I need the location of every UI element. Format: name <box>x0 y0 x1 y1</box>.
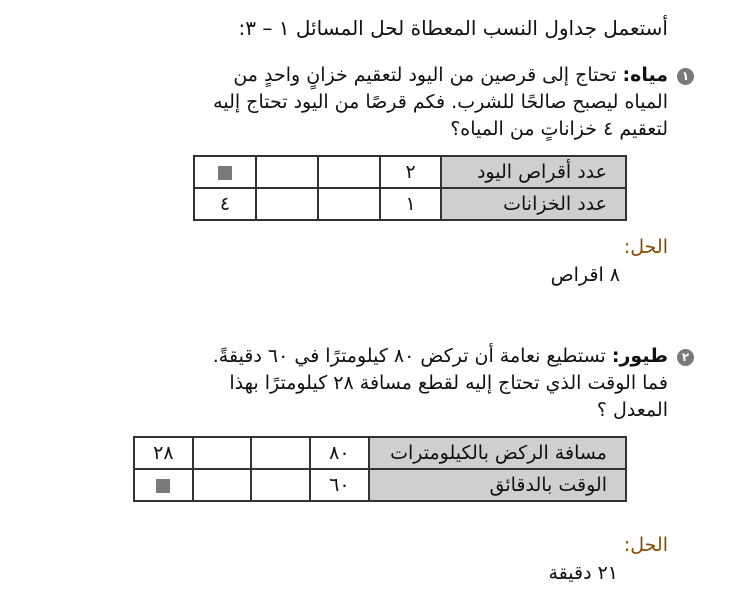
table-cell <box>193 469 252 501</box>
table-cell <box>318 188 380 220</box>
problem-2 <box>108 343 690 424</box>
unknown-cell <box>194 156 256 188</box>
problem-text: تستطيع نعامة أن تركض ٨٠ كيلومترًا في ٦٠ دقيقةً. <box>212 345 606 367</box>
row-header: الوقت بالدقائق <box>369 469 626 501</box>
table-cell: ٢ <box>380 156 442 188</box>
solution-label: الحل: <box>623 236 668 258</box>
solution-answer: ٢١ دقيقة <box>548 562 618 584</box>
instructions: أستعمل جداول النسب المعطاة لحل المسائل ١ – ٣: <box>238 16 668 40</box>
problem-keyword: مياه: <box>622 64 668 86</box>
problem-1 <box>108 62 690 143</box>
table-cell: ١ <box>380 188 442 220</box>
unknown-square-icon <box>156 479 170 493</box>
problem-line: فما الوقت الذي تحتاج إليه لقطع مسافة ٢٨ كيلومترًا بهذا <box>229 372 668 394</box>
row-header: عدد أقراص اليود <box>441 156 626 188</box>
ratio-table-1 <box>193 155 627 221</box>
solution-label: الحل: <box>623 534 668 556</box>
table-cell <box>251 437 310 469</box>
problem-line: لتعقيم ٤ خزاناتٍ من المياه؟ <box>450 118 668 140</box>
row-header: مسافة الركض بالكيلومترات <box>369 437 626 469</box>
problem-number-badge: ١ <box>677 68 694 85</box>
problem-line <box>108 343 668 370</box>
table-cell <box>318 156 380 188</box>
table-cell: ٤ <box>194 188 256 220</box>
unknown-cell <box>134 469 193 501</box>
table-cell: ٦٠ <box>310 469 369 501</box>
table-row <box>194 156 626 188</box>
table-cell <box>251 469 310 501</box>
table-cell: ٢٨ <box>134 437 193 469</box>
problem-line: المعدل ؟ <box>596 399 668 421</box>
problem-number-badge: ٢ <box>677 349 694 366</box>
ratio-table-2 <box>133 436 627 502</box>
table-row <box>194 188 626 220</box>
table-row <box>134 469 626 501</box>
problem-line: المياه ليصبح صالحًا للشرب. فكم قرصًا من اليود تحتاج إليه <box>213 91 668 113</box>
unknown-square-icon <box>218 166 232 180</box>
problem-keyword: طيور: <box>611 345 668 367</box>
table-cell <box>193 437 252 469</box>
problem-line <box>108 62 668 89</box>
table-row <box>134 437 626 469</box>
solution-answer: ٨ اقراص <box>550 264 620 286</box>
table-cell <box>256 156 318 188</box>
problem-text: تحتاج إلى قرصين من اليود لتعقيم خزانٍ واحدٍ من <box>233 64 617 86</box>
table-cell <box>256 188 318 220</box>
table-cell: ٨٠ <box>310 437 369 469</box>
row-header: عدد الخزانات <box>441 188 626 220</box>
